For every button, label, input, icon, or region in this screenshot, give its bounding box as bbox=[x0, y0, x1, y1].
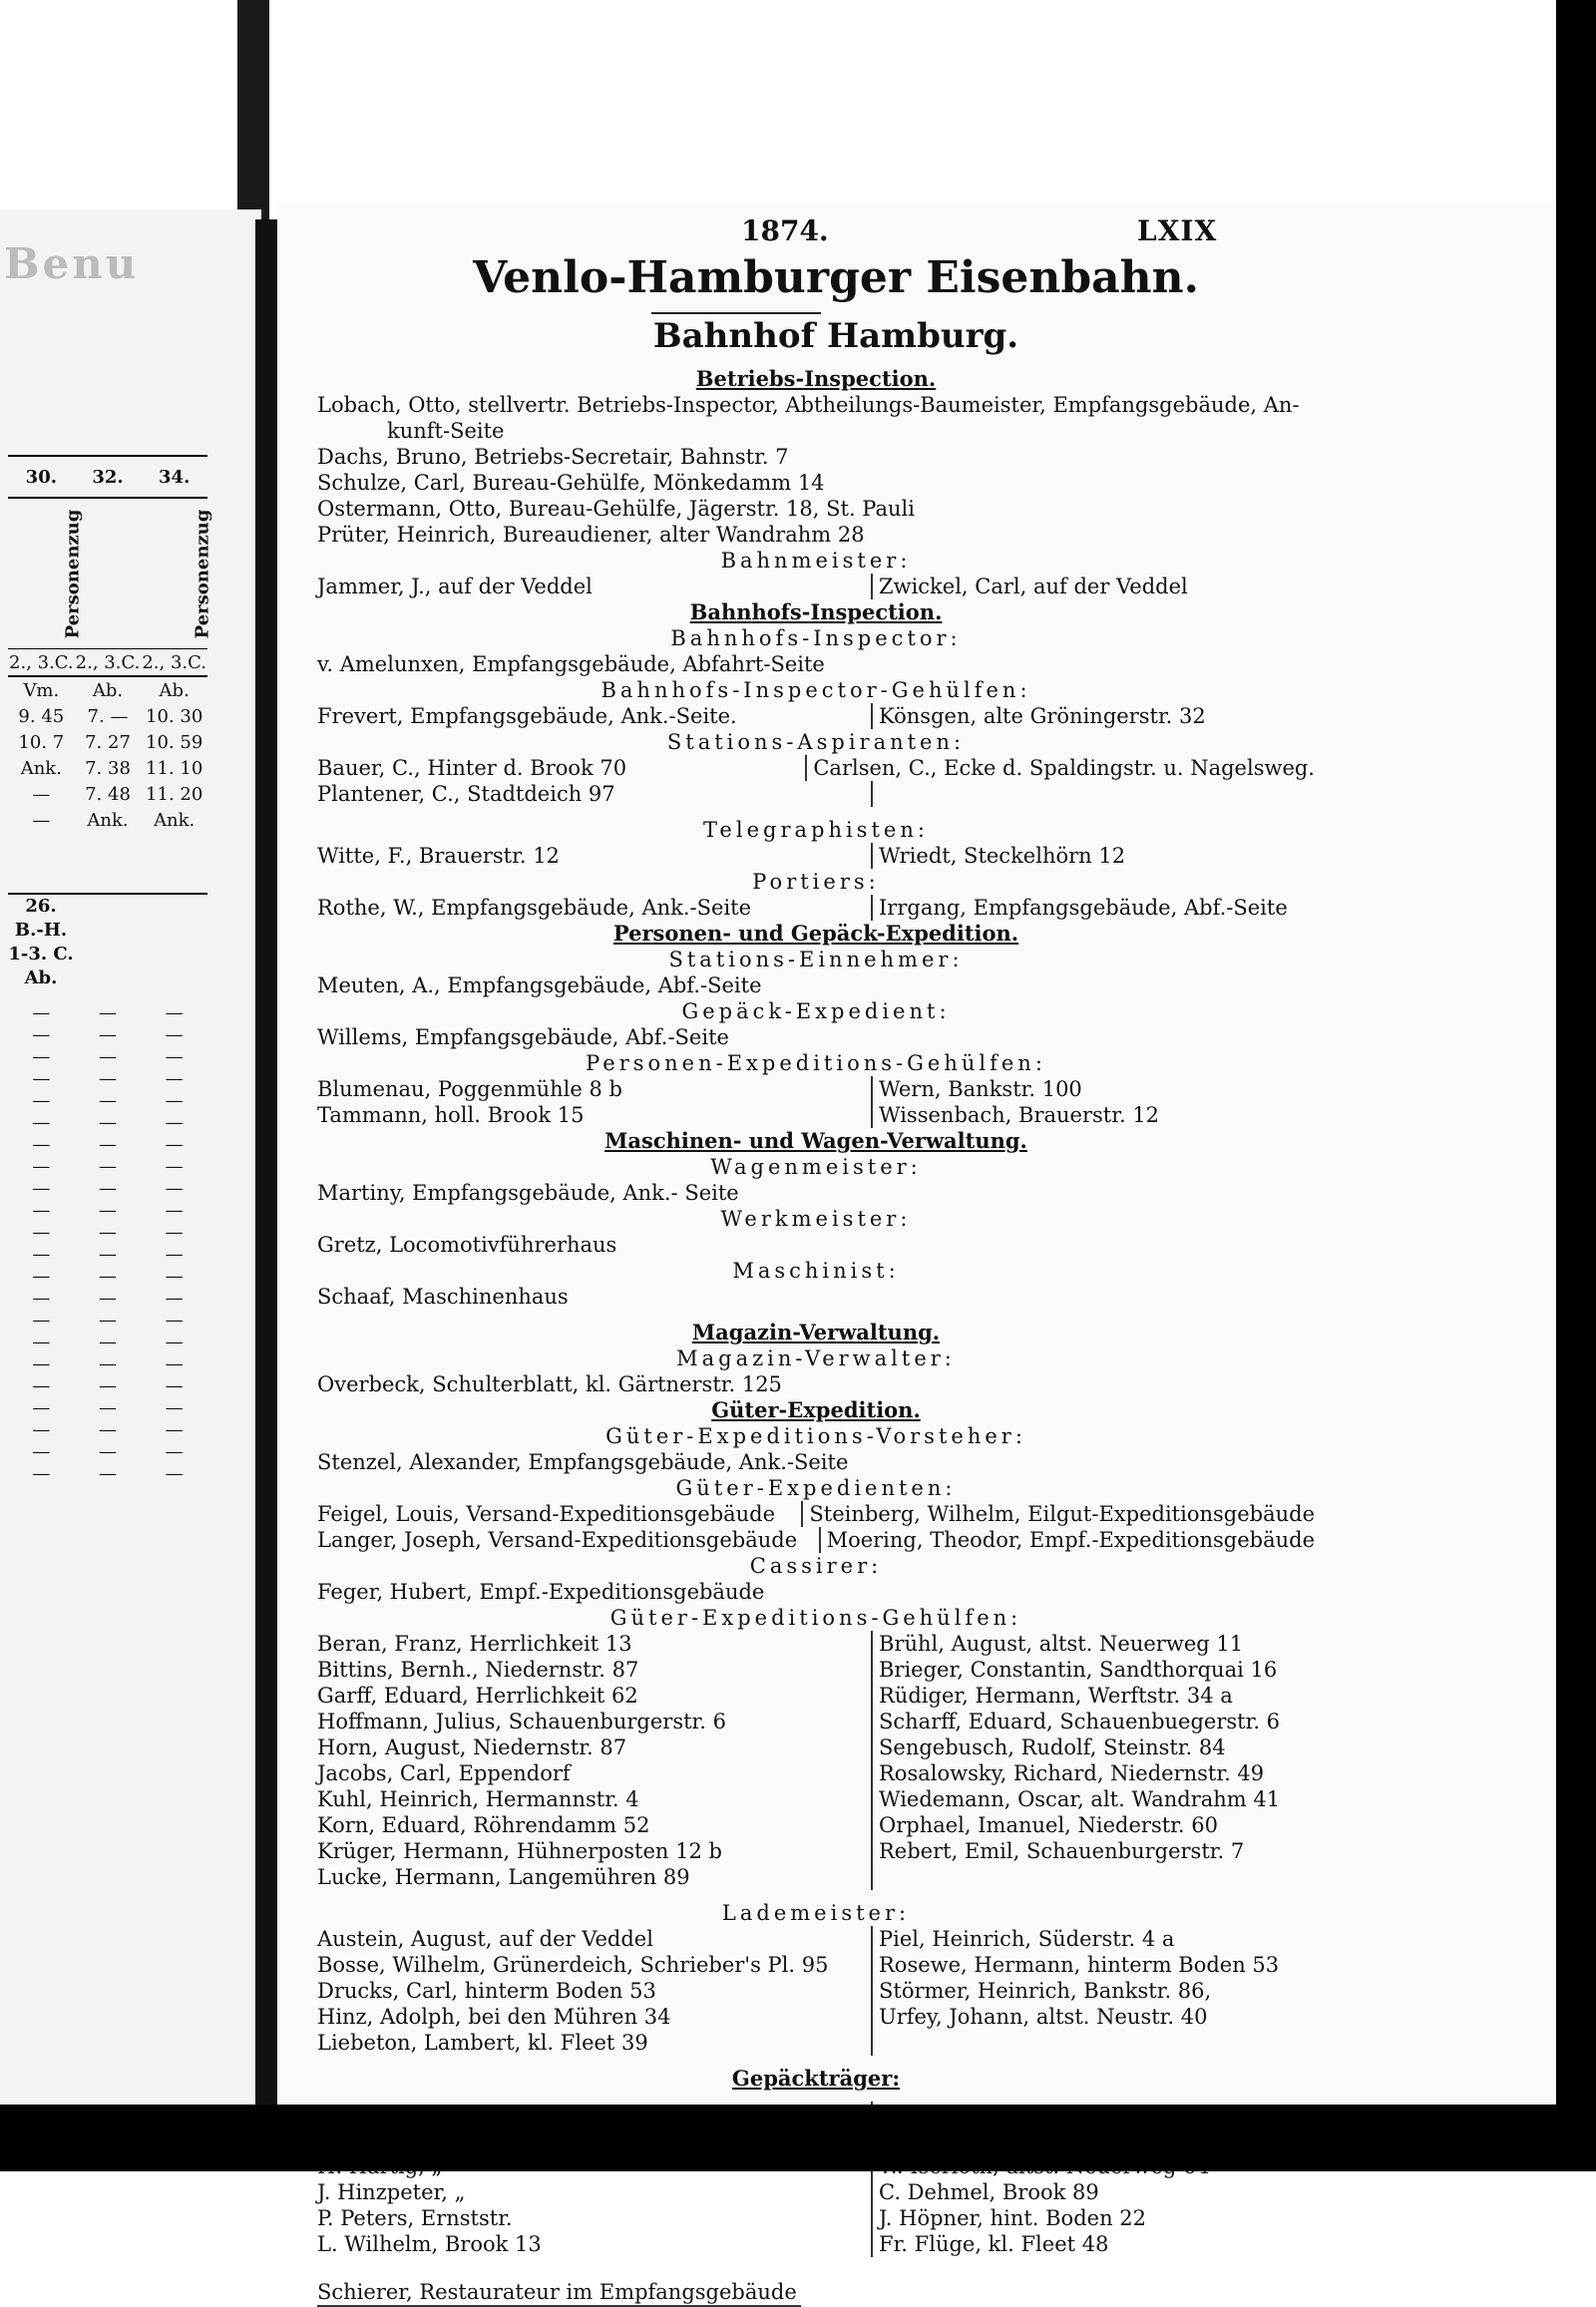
dash-column: — — — — — — — — — — — — — — — — — — — — — — — — — — — — — — — — — — — — — — — — — — — — — — — — — — — — — — — — — — — — — — — — — — bbox=[32, 1002, 184, 1484]
entry: J. Höpner, hint. Boden 22 bbox=[871, 2205, 1315, 2231]
entry: Wissenbach, Brauerstr. 12 bbox=[871, 1102, 1315, 1128]
role-heading: Bahnhofs-Inspector-Gehülfen: bbox=[600, 678, 1031, 702]
entry bbox=[871, 2030, 1315, 2056]
left-page-fragment bbox=[0, 209, 263, 2105]
section-heading: Personen- und Gepäck-Expedition. bbox=[612, 921, 1019, 946]
entry-pair bbox=[317, 1657, 1315, 1683]
entry: Feger, Hubert, Empf.-Expeditionsgebäude bbox=[317, 1580, 765, 1604]
role-heading: Gepäck-Expedient: bbox=[681, 999, 951, 1023]
entry-pair bbox=[317, 781, 1315, 807]
entry: Urfey, Johann, altst. Neustr. 40 bbox=[871, 2004, 1315, 2030]
entry: Brieger, Constantin, Sandthorquai 16 bbox=[871, 1657, 1315, 1683]
section-heading: Maschinen- und Wagen-Verwaltung. bbox=[604, 1128, 1027, 1153]
train-class: 1-3. C. bbox=[8, 944, 74, 964]
train-route: B.-H. bbox=[14, 920, 68, 941]
role-heading: Güter-Expeditions-Vorsteher: bbox=[605, 1424, 1026, 1448]
entry-pair bbox=[317, 1978, 1315, 2004]
role-heading: Telegraphisten: bbox=[703, 818, 929, 842]
entry-pair bbox=[317, 574, 1315, 599]
entry: Stenzel, Alexander, Empfangsgebäude, Ank.-Seite bbox=[317, 1450, 849, 1474]
entry-pair bbox=[317, 703, 1315, 729]
timetable-fragment bbox=[8, 455, 212, 1484]
scan-border-bottom bbox=[0, 2105, 1596, 2171]
timetable-header-row bbox=[8, 455, 207, 499]
entry: Rüdiger, Hermann, Werftstr. 34 a bbox=[871, 1683, 1315, 1709]
entry: Frevert, Empfangsgebäude, Ank.-Seite. bbox=[317, 704, 737, 728]
entry: Beran, Franz, Herrlichkeit 13 bbox=[317, 1632, 632, 1656]
entry-pair bbox=[317, 1683, 1315, 1709]
entry: Jacobs, Carl, Eppendorf bbox=[317, 1761, 571, 1785]
role-heading: Lademeister: bbox=[721, 1901, 911, 1925]
entry: Moering, Theodor, Empf.-Expeditionsgebäude bbox=[819, 1527, 1315, 1553]
entry: Hoffmann, Julius, Schauenburgerstr. 6 bbox=[317, 1710, 726, 1733]
entry-pair bbox=[317, 1864, 1315, 1890]
entry-pair bbox=[317, 2030, 1315, 2056]
entry-pair bbox=[317, 1102, 1315, 1128]
entry: Carlsen, C., Ecke d. Spaldingstr. u. Nagelsweg. bbox=[805, 755, 1315, 781]
entry: Tammann, holl. Brook 15 bbox=[317, 1103, 585, 1127]
role-heading: Bahnhofs-Inspector: bbox=[670, 626, 962, 650]
entry: Krüger, Hermann, Hühnerposten 12 b bbox=[317, 1839, 722, 1863]
entry: Liebeton, Lambert, kl. Fleet 39 bbox=[317, 2031, 648, 2055]
entry: Horn, August, Niedernstr. 87 bbox=[317, 1735, 627, 1759]
entry: Sengebusch, Rudolf, Steinstr. 84 bbox=[871, 1734, 1315, 1760]
class-cell: 2., 3.C. bbox=[142, 651, 206, 673]
entry: Bosse, Wilhelm, Grünerdeich, Schrieber's Pl. 95 bbox=[317, 1953, 829, 1977]
table-cell: 11. 10 bbox=[146, 757, 203, 779]
entry: Fr. Flüge, kl. Fleet 48 bbox=[871, 2231, 1315, 2257]
class-cell: 2., 3.C. bbox=[9, 651, 74, 673]
table-cell: 10. 59 bbox=[146, 731, 203, 753]
role-heading: Bahnmeister: bbox=[720, 549, 912, 573]
role-heading: Werkmeister: bbox=[720, 1207, 912, 1231]
role-heading: Cassirer: bbox=[749, 1554, 883, 1578]
table-cell: 7. — bbox=[87, 705, 129, 727]
entry: Plantener, C., Stadtdeich 97 bbox=[317, 782, 615, 806]
section-heading: Bahnhofs-Inspection. bbox=[689, 599, 943, 624]
entry: Irrgang, Empfangsgebäude, Abf.-Seite bbox=[871, 895, 1315, 921]
section-heading: Magazin-Verwaltung. bbox=[691, 1320, 941, 1345]
entry-pair bbox=[317, 2231, 1315, 2257]
train-type-row bbox=[8, 499, 212, 649]
role-heading: Stations-Aspiranten: bbox=[666, 730, 966, 754]
entry: Schulze, Carl, Bureau-Gehülfe, Mönkedamm 14 bbox=[317, 471, 825, 495]
second-table-header bbox=[8, 895, 74, 990]
entry: Lucke, Hermann, Langemühren 89 bbox=[317, 1865, 690, 1889]
entry: Wern, Bankstr. 100 bbox=[871, 1076, 1315, 1102]
entry: Ostermann, Otto, Bureau-Gehülfe, Jägerstr. 18, St. Pauli bbox=[317, 497, 915, 521]
entry: Kuhl, Heinrich, Hermannstr. 4 bbox=[317, 1787, 639, 1811]
role-heading: Güter-Expeditions-Gehülfen: bbox=[609, 1606, 1022, 1630]
entry: Rosewe, Hermann, hinterm Boden 53 bbox=[871, 1952, 1315, 1978]
entry: Korn, Eduard, Röhrendamm 52 bbox=[317, 1813, 650, 1837]
entry: Bauer, C., Hinter d. Brook 70 bbox=[317, 756, 627, 780]
entry-pair bbox=[317, 1760, 1315, 1786]
entry-pair bbox=[317, 1838, 1315, 1864]
entry: Dachs, Bruno, Betriebs-Secretair, Bahnstr. 7 bbox=[317, 445, 789, 469]
staff-directory bbox=[317, 366, 1315, 2307]
page-subtitle: Bahnhof Hamburg. bbox=[652, 316, 1019, 356]
entry-pair bbox=[317, 1926, 1315, 1952]
entry: Rosalowsky, Richard, Niedernstr. 49 bbox=[871, 1760, 1315, 1786]
entry: Piel, Heinrich, Süderstr. 4 a bbox=[871, 1926, 1315, 1952]
train-number: 34. bbox=[159, 466, 191, 488]
entry-pair bbox=[317, 1786, 1315, 1812]
train-number: 30. bbox=[25, 466, 57, 488]
entry: J. Hinzpeter, „ bbox=[317, 2180, 466, 2204]
role-heading: Güter-Expedienten: bbox=[675, 1476, 957, 1500]
entry-pair bbox=[317, 2179, 1315, 2205]
entry: Drucks, Carl, hinterm Boden 53 bbox=[317, 1979, 656, 2003]
entry: P. Peters, Ernststr. bbox=[317, 2206, 513, 2230]
table-cell: 7. 38 bbox=[85, 757, 131, 779]
table-row bbox=[8, 807, 207, 833]
entry: Könsgen, alte Gröningerstr. 32 bbox=[871, 703, 1315, 729]
entry: Langer, Joseph, Versand-Expeditionsgebäude bbox=[317, 1528, 798, 1552]
table-cell: — bbox=[32, 809, 51, 831]
entry-pair bbox=[317, 895, 1315, 921]
entry bbox=[871, 1864, 1315, 1890]
entry: Lobach, Otto, stellvertr. Betriebs-Inspector, Abtheilungs-Baumeister, Empfangsgebäude, An- bbox=[317, 393, 1300, 417]
entry: Meuten, A., Empfangsgebäude, Abf.-Seite bbox=[317, 973, 762, 997]
footer-entry: Schierer, Restaurateur im Empfangsgebäude bbox=[317, 2279, 801, 2307]
entry bbox=[871, 781, 1315, 807]
entry-pair bbox=[317, 1076, 1315, 1102]
left-page-ghost-title: Benu bbox=[4, 239, 140, 288]
entry: Rothe, W., Empfangsgebäude, Ank.-Seite bbox=[317, 896, 752, 920]
entry: L. Wilhelm, Brook 13 bbox=[317, 2232, 542, 2256]
entry: Hinz, Adolph, bei den Mühren 34 bbox=[317, 2005, 671, 2029]
entry: Overbeck, Schulterblatt, kl. Gärtnerstr. 125 bbox=[317, 1372, 782, 1396]
entry: Schaaf, Maschinenhaus bbox=[317, 1285, 569, 1309]
train-type: Personenzug bbox=[62, 509, 84, 638]
train-number: 26. bbox=[25, 896, 57, 917]
table-cell: 11. 20 bbox=[146, 783, 203, 805]
scan-border-right bbox=[1556, 0, 1596, 2171]
entry: Gretz, Locomotivführerhaus bbox=[317, 1233, 617, 1257]
departure-label: Ab. bbox=[24, 967, 58, 988]
entry: Feigel, Louis, Versand-Expeditionsgebäude bbox=[317, 1502, 776, 1526]
entry: Martiny, Empfangsgebäude, Ank.- Seite bbox=[317, 1181, 739, 1205]
entry: C. Dehmel, Brook 89 bbox=[871, 2179, 1315, 2205]
role-heading: Magazin-Verwalter: bbox=[676, 1346, 956, 1370]
table-cell: Ank. bbox=[87, 809, 129, 831]
table-cell: — bbox=[32, 783, 51, 805]
entry: Bittins, Bernh., Niedernstr. 87 bbox=[317, 1658, 639, 1682]
table-cell: 7. 48 bbox=[85, 783, 131, 805]
entry-pair bbox=[317, 1952, 1315, 1978]
page-number: LXIX bbox=[1137, 214, 1218, 247]
table-row bbox=[8, 729, 207, 755]
entry-pair bbox=[317, 1812, 1315, 1838]
entry: Rebert, Emil, Schauenburgerstr. 7 bbox=[871, 1838, 1315, 1864]
title-rule bbox=[651, 312, 821, 314]
table-cell: Vm. bbox=[23, 679, 60, 701]
role-heading: Maschinist: bbox=[732, 1259, 900, 1283]
section-heading: Gepäckträger: bbox=[731, 2066, 901, 2091]
class-row bbox=[8, 649, 207, 677]
role-heading: Stations-Einnehmer: bbox=[668, 948, 964, 971]
entry: Wriedt, Steckelhörn 12 bbox=[871, 843, 1315, 869]
entry-pair bbox=[317, 843, 1315, 869]
page-year: 1874. bbox=[741, 214, 829, 247]
entry: Willems, Empfangsgebäude, Abf.-Seite bbox=[317, 1025, 729, 1049]
role-heading: Portiers: bbox=[752, 870, 880, 894]
entry-pair bbox=[317, 1734, 1315, 1760]
section-heading: Betriebs-Inspection. bbox=[695, 366, 937, 391]
entry: Steinberg, Wilhelm, Eilgut-Expeditionsgebäude bbox=[801, 1501, 1315, 1527]
table-cell: 9. 45 bbox=[18, 705, 65, 727]
table-row bbox=[8, 677, 207, 703]
entry-pair bbox=[317, 755, 1315, 781]
main-page bbox=[277, 204, 1556, 2304]
table-cell: Ab. bbox=[92, 679, 124, 701]
table-row bbox=[8, 755, 207, 781]
table-row bbox=[8, 781, 207, 807]
train-number: 32. bbox=[92, 466, 124, 488]
entry-pair bbox=[317, 1631, 1315, 1657]
table-cell: Ab. bbox=[159, 679, 190, 701]
role-heading: Wagenmeister: bbox=[710, 1155, 922, 1179]
section-heading: Güter-Expedition. bbox=[711, 1397, 921, 1422]
entry: Blumenau, Poggenmühle 8 b bbox=[317, 1077, 622, 1101]
entry: Jammer, J., auf der Veddel bbox=[317, 575, 593, 598]
entry: Wiedemann, Oscar, alt. Wandrahm 41 bbox=[871, 1786, 1315, 1812]
table-cell: Ank. bbox=[20, 757, 62, 779]
class-cell: 2., 3.C. bbox=[75, 651, 141, 673]
entry: Witte, F., Brauerstr. 12 bbox=[317, 844, 560, 868]
entry: v. Amelunxen, Empfangsgebäude, Abfahrt-Seite bbox=[317, 652, 825, 676]
entry: Prüter, Heinrich, Bureaudiener, alter Wandrahm 28 bbox=[317, 523, 865, 547]
entry-pair bbox=[317, 1501, 1315, 1527]
entry-pair bbox=[317, 2004, 1315, 2030]
entry: Garff, Eduard, Herrlichkeit 62 bbox=[317, 1684, 638, 1708]
table-cell: 7. 27 bbox=[85, 731, 131, 753]
page-title: Venlo-Hamburger Eisenbahn. bbox=[473, 252, 1199, 303]
table-cell: 10. 30 bbox=[146, 705, 203, 727]
entry-pair bbox=[317, 1527, 1315, 1553]
role-heading: Personen-Expeditions-Gehülfen: bbox=[586, 1051, 1046, 1075]
entry: Scharff, Eduard, Schauenbuegerstr. 6 bbox=[871, 1709, 1315, 1734]
binding-shadow bbox=[237, 0, 269, 219]
entry: Austein, August, auf der Veddel bbox=[317, 1927, 653, 1951]
table-cell: 10. 7 bbox=[18, 731, 65, 753]
entry: Orphael, Imanuel, Niederstr. 60 bbox=[871, 1812, 1315, 1838]
entry: Störmer, Heinrich, Bankstr. 86, bbox=[871, 1978, 1315, 2004]
entry: Zwickel, Carl, auf der Veddel bbox=[871, 574, 1315, 599]
entry-continuation: kunft-Seite bbox=[387, 419, 505, 443]
entry-pair bbox=[317, 1709, 1315, 1734]
train-type: Personenzug bbox=[191, 509, 212, 638]
table-row bbox=[8, 703, 207, 729]
binding-gutter bbox=[255, 219, 277, 2171]
entry: Brühl, August, altst. Neuerweg 11 bbox=[871, 1631, 1315, 1657]
table-cell: Ank. bbox=[154, 809, 196, 831]
entry-pair bbox=[317, 2205, 1315, 2231]
